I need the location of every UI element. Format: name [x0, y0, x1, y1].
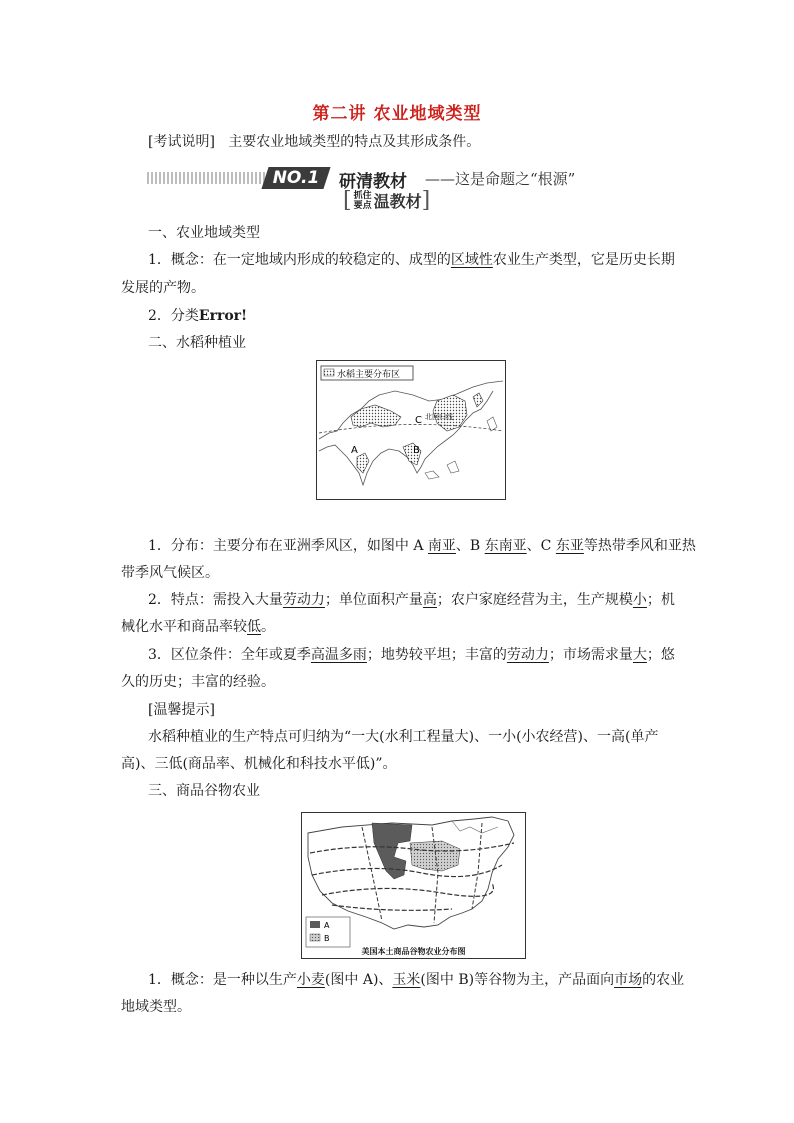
- section2-p2-line2: 械化水平和商品率较低。: [121, 619, 275, 635]
- banner-heading: 研清教材: [339, 172, 407, 192]
- rice-area-south-asia-south: [357, 453, 369, 473]
- section3-p1-line1: 1．概念：是一种以生产小麦(图中 A)、玉米(图中 B)等谷物为主，产品面向市场的农业: [148, 972, 685, 988]
- tip-tag: [温馨提示]: [148, 702, 215, 718]
- section3-heading: 三、商品谷物农业: [148, 783, 260, 799]
- banner-subheading: [ 抓住 要点 温教材]: [343, 188, 431, 213]
- section3-p1-line2: 地域类型。: [121, 999, 191, 1015]
- section1-heading: 一、农业地域类型: [148, 225, 260, 241]
- map1-legend-label: 水稻主要分布区: [337, 370, 401, 380]
- map1-label-b: B: [413, 445, 420, 456]
- section2-p1-line2: 带季风气候区。: [121, 565, 219, 581]
- section2-p3-line1: 3．区位条件：全年或夏季高温多雨；地势较平坦；丰富的劳动力；市场需求量大；悠: [148, 647, 675, 663]
- section1-p1-line1: 1．概念：在一定地域内形成的较稳定的、成型的区域性农业生产类型，它是历史长期: [148, 252, 675, 268]
- section-banner: [147, 164, 647, 214]
- banner-number-badge: NO.1: [261, 167, 330, 189]
- exam-note: [148, 132, 480, 152]
- asia-rice-map: [316, 360, 506, 500]
- rice-area-japan: [473, 393, 483, 407]
- map2-legend-b: B: [324, 934, 330, 943]
- tip-line1: 水稻种植业的生产特点可归纳为“一大(水利工程量大)、一小(小农经营)、一高(单产: [148, 729, 659, 745]
- exam-note-text: 主要农业地域类型的特点及其形成条件。: [228, 134, 481, 150]
- banner-slogan: ——这是命题之“根源”: [425, 170, 576, 188]
- map2-caption: 美国本土商品谷物农业分布图: [361, 946, 466, 956]
- corn-area: [410, 841, 460, 871]
- us-grain-map: [301, 812, 526, 959]
- map2-legend-a: A: [324, 921, 330, 930]
- section2-p3-line2: 久的历史；丰富的经验。: [121, 674, 275, 690]
- exam-note-tag: [考试说明]: [148, 134, 215, 150]
- map1-label-a: A: [351, 445, 358, 456]
- section1-p1-line2: 发展的产物。: [121, 280, 205, 296]
- section2-heading: 二、水稻种植业: [148, 335, 246, 351]
- section2-p2-line1: 2．特点：需投入大量劳动力；单位面积产量高；农户家庭经营为主，生产规模小；机: [148, 592, 675, 608]
- rice-area-south-asia-north: [351, 405, 401, 427]
- section2-p1-line1: 1．分布：主要分布在亚洲季风区，如图中 A 南亚、B 东南亚、C 东亚等热带季风和亚热: [148, 538, 696, 554]
- banner-stripe: [147, 172, 267, 184]
- tip-line2: 高)、三低(商品率、机械化和科技水平低)”。: [121, 756, 397, 772]
- section1-p2: 2．分类Error!: [148, 308, 248, 324]
- page-title: 第二讲 农业地域类型: [312, 104, 482, 124]
- map1-tropic-label: 北回归线: [425, 413, 453, 421]
- map1-label-c: C: [415, 415, 422, 426]
